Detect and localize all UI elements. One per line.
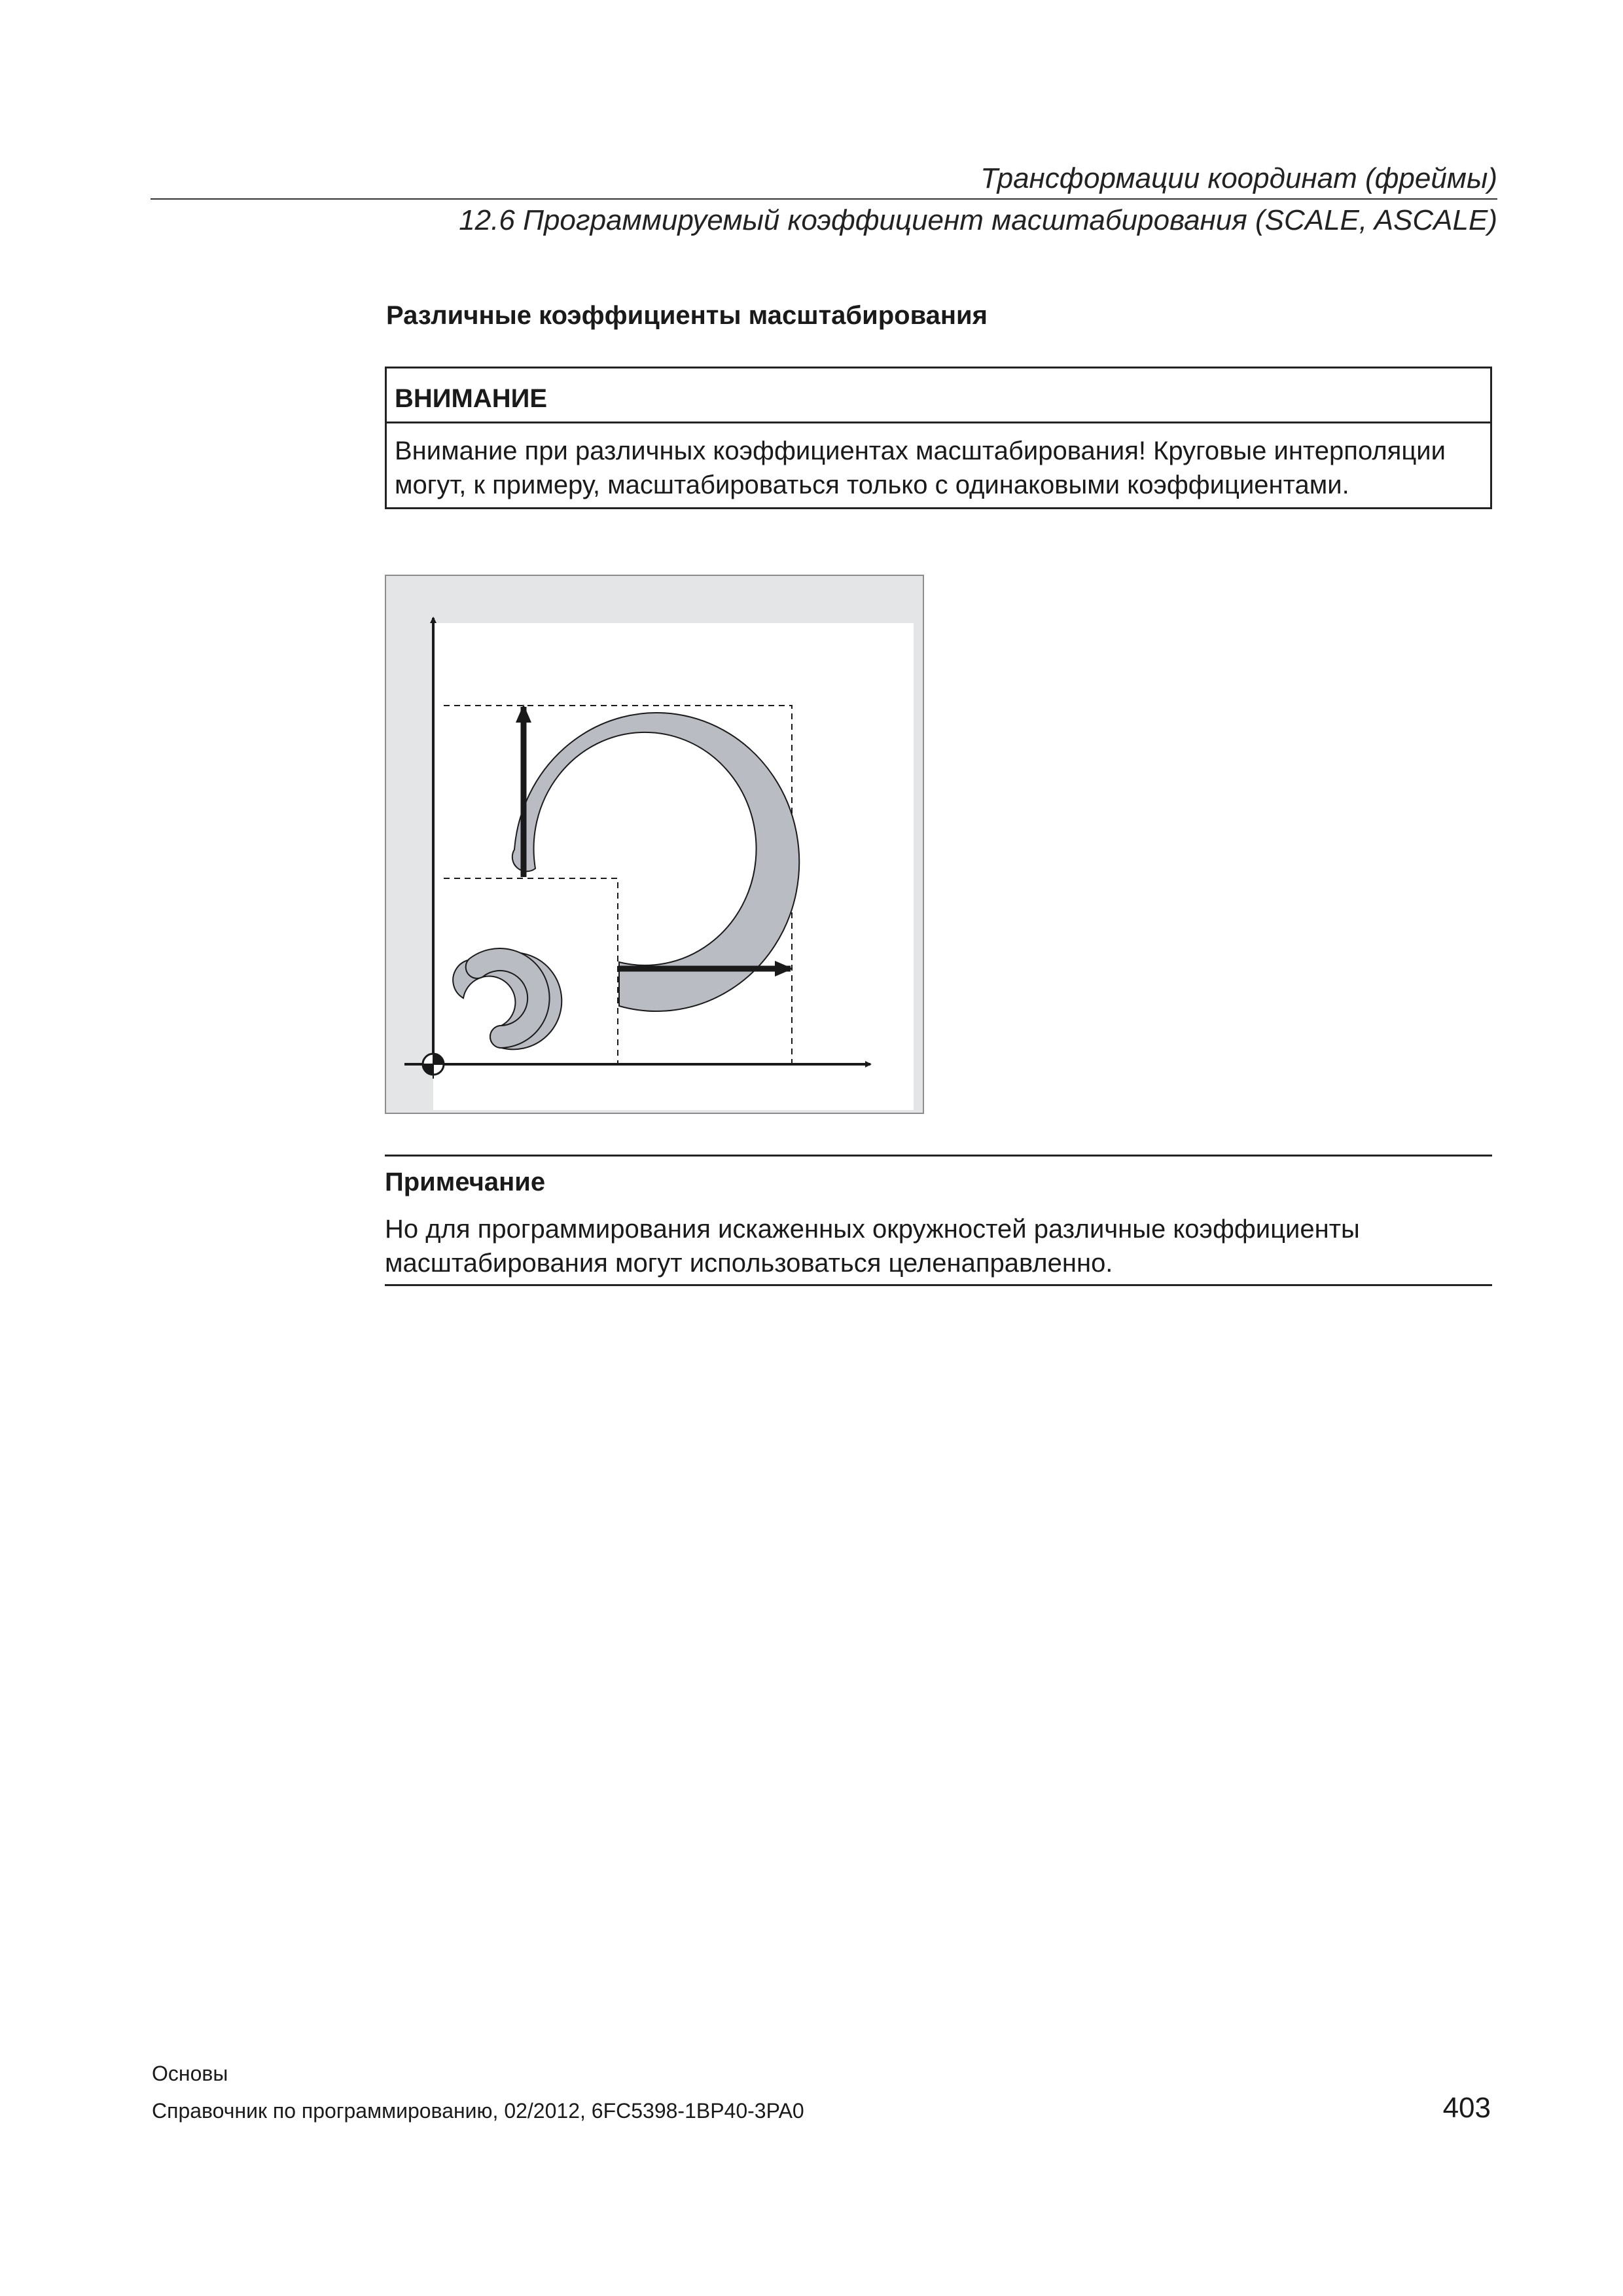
note-body: Но для программирования искаженных окружностей различные коэффициенты масштабирования могут использоваться целенаправленно. [385,1215,1360,1278]
running-header-section: 12.6 Программируемый коэффициент масштабирования (SCALE, ASCALE) [459,204,1497,236]
footer-book-title: Основы [152,2062,228,2085]
note-title: Примечание [385,1168,546,1196]
attention-body: Внимание при различных коэффициентах масштабирования! Круговые интерполяции могут, к примеру, масштабироваться только с одинаковыми коэффициентами. [395,437,1446,499]
section-subheading: Различные коэффициенты масштабирования [386,301,988,330]
running-header-chapter: Трансформации координат (фреймы) [980,162,1497,194]
note-bottom-rule [385,1284,1492,1286]
page-number: 403 [1442,2092,1491,2124]
attention-box [385,367,1492,509]
header-rule [151,198,1497,200]
attention-title: ВНИМАНИЕ [387,368,1490,423]
note-top-rule [385,1155,1492,1157]
coordinate-scaling-diagram [386,576,923,1113]
scaling-figure [385,575,924,1114]
footer-manual-info: Справочник по программированию, 02/2012, 6FC5398-1BP40-3PA0 [152,2099,804,2123]
